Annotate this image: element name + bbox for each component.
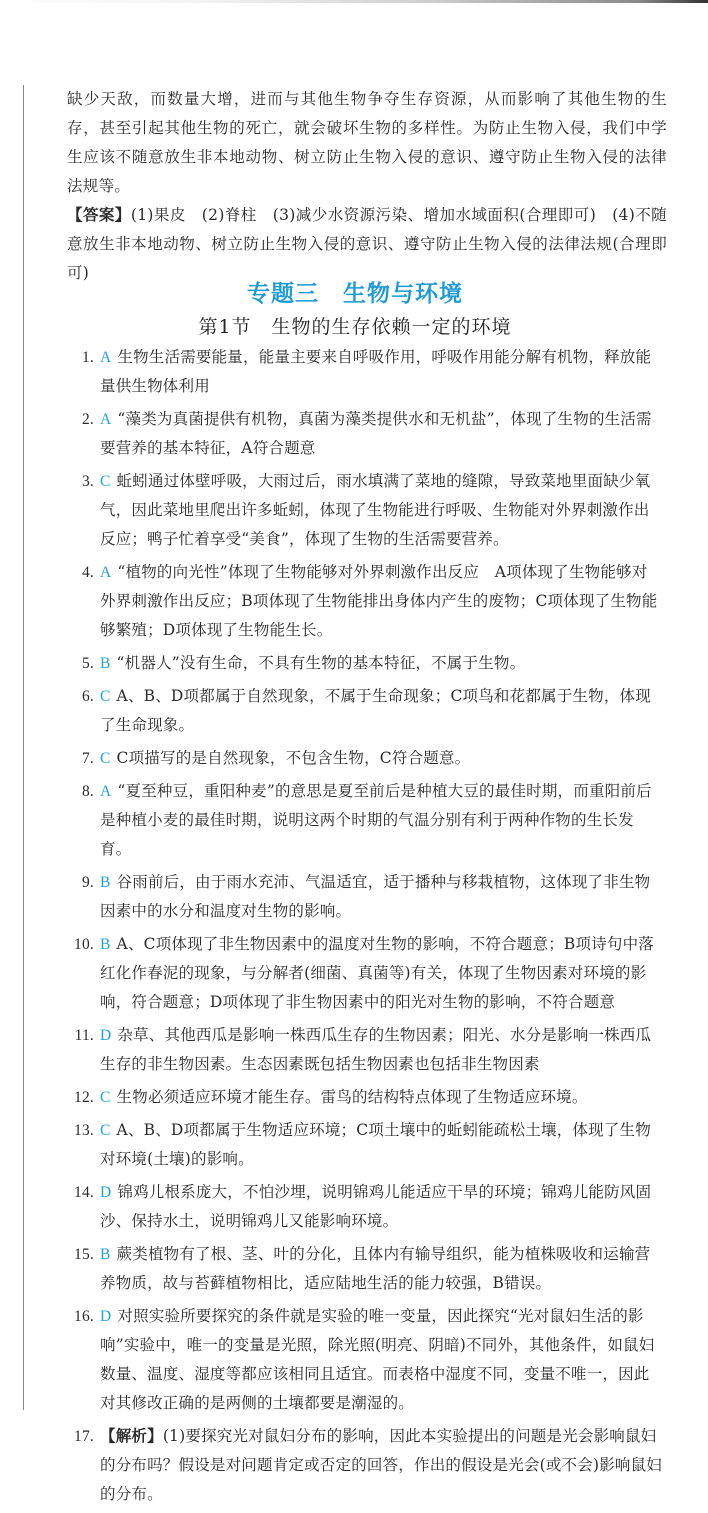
item-number: 10.: [74, 936, 94, 953]
answer-item: [48, 1021, 662, 1079]
item-number: 5.: [81, 655, 94, 672]
answer-letter: D: [100, 1027, 112, 1044]
answer-letter: C: [100, 473, 111, 490]
explanation: “藻类为真菌提供有机物，真菌为藻类提供水和无机盐”，体现了生物的生活需要营养的基本特征，A符合题意: [100, 410, 652, 457]
explanation: 谷雨前后，由于雨水充沛、气温适宜，适于播种与移栽植物，这体现了非生物因素中的水分和温度对生物的影响。: [100, 873, 651, 920]
answer-item: [48, 682, 662, 740]
answer-letter: B: [100, 936, 111, 953]
section-subtitle: 第1节 生物的生存依赖一定的环境: [198, 316, 512, 338]
item-number: 4.: [81, 564, 94, 581]
answer-item: [48, 1240, 662, 1298]
explanation: A、B、D项都属于自然现象，不属于生命现象；C项鸟和花都属于生物，体现了生命现象。: [100, 687, 651, 734]
item-number: 12.: [74, 1089, 94, 1106]
item-number: 1.: [81, 349, 94, 366]
explanation: “机器人”没有生命，不具有生物的基本特征，不属于生物。: [116, 654, 526, 672]
item-number: 15.: [74, 1246, 94, 1263]
scan-top-edge: [0, 0, 708, 3]
intro-paragraph: 缺少天敌，而数量大增，进而与其他生物争夺生存资源，从而影响了其他生物的生存，甚至引起其他生物的死亡，就会破坏生物的多样性。为防止生物入侵，我们中学生应该不随意放生非本地动物、树立防止生物入侵的意识、遵守防止生物入侵的法律法规等。: [67, 90, 667, 195]
answer-item: [48, 1302, 662, 1418]
item-number: 11.: [74, 1027, 94, 1044]
item-number: 8.: [81, 783, 94, 800]
answer-letter: D: [100, 1308, 112, 1325]
explanation: 对照实验所要探究的条件就是实验的唯一变量，因此探究“光对鼠妇生活的影响”实验中，唯一的变量是光照，除光照(明亮、阴暗)不同外，其他条件，如鼠妇数量、温度、湿度等都应该相同且适宜。而表格中湿度不同，变量不唯一，因此对其修改正确的是两侧的土壤都要是潮湿的。: [100, 1307, 655, 1412]
answer-letter: C: [100, 1089, 111, 1106]
explanation: 生物必须适应环境才能生存。雷鸟的结构特点体现了生物适应环境。: [116, 1088, 588, 1106]
answer-letter: C: [100, 688, 111, 705]
answer-letter: B: [100, 1246, 111, 1263]
analysis-tag: 【解析】: [100, 1427, 163, 1445]
item-number: 7.: [81, 750, 94, 767]
item-number: 9.: [81, 874, 94, 891]
answer-item: [48, 467, 662, 554]
explanation: (1)要探究光对鼠妇分布的影响，因此本实验提出的问题是光会影响鼠妇的分布吗？假设是对问题肯定或否定的回答，作出的假设是光会(或不会)影响鼠妇的分布。: [100, 1427, 662, 1503]
answer-letter: A: [100, 564, 112, 581]
explanation: 蚯蚓通过体壁呼吸，大雨过后，雨水填满了菜地的缝隙，导致菜地里面缺少氧气，因此菜地里爬出许多蚯蚓，体现了生物能进行呼吸、生物能对外界刺激作出反应；鸭子忙着享受“美食”，体现了生物的生活需要营养。: [100, 472, 651, 548]
answer-letter: C: [100, 1122, 111, 1139]
answer-item: [48, 1083, 662, 1112]
explanation: C项描写的是自然现象，不包含生物，C符合题意。: [116, 749, 471, 767]
explanation: 杂草、其他西瓜是影响一株西瓜生存的生物因素；阳光、水分是影响一株西瓜生存的非生物因素。生态因素既包括生物因素也包括非生物因素: [100, 1026, 652, 1073]
explanation: 锦鸡儿根系庞大，不怕沙埋，说明锦鸡儿能适应干旱的环境；锦鸡儿能防风固沙、保持水土，说明锦鸡儿又能影响环境。: [100, 1183, 652, 1230]
answer-letter: B: [100, 874, 111, 891]
answer-item: [48, 558, 662, 645]
explanation: 蕨类植物有了根、茎、叶的分化，且体内有输导组织，能为植株吸收和运输营养物质，故与苔藓植物相比，适应陆地生活的能力较强，B错误。: [100, 1245, 651, 1292]
explanation: A、B、D项都属于生物适应环境；C项土壤中的蚯蚓能疏松土壤，体现了生物对环境(土壤)的影响。: [100, 1121, 651, 1168]
item-number: 17.: [74, 1428, 94, 1445]
item-number: 14.: [74, 1184, 94, 1201]
item-number: 2.: [81, 411, 94, 428]
answer-text: (1)果皮 (2)脊柱 (3)减少水资源污染、增加水域面积(合理即可) (4)不随意放生非本地动物、树立防止生物入侵的意识、遵守防止生物入侵的法律法规(合理即可): [67, 206, 667, 282]
answer-item: [48, 1116, 662, 1174]
answer-item: [48, 1178, 662, 1236]
answer-item: [48, 405, 662, 463]
item-number: 3.: [81, 473, 94, 490]
answer-letter: D: [100, 1184, 112, 1201]
answer-item: [48, 343, 662, 401]
answer-item: [48, 649, 662, 678]
answer-letter: C: [100, 750, 111, 767]
answer-item: [48, 744, 662, 773]
item-number: 13.: [74, 1122, 94, 1139]
answer-letter: B: [100, 655, 111, 672]
page-margin-line: [23, 85, 24, 1410]
explanation: “植物的向光性”体现了生物能够对外界刺激作出反应 A项体现了生物能够对外界刺激作出反应；B项体现了生物能排出身体内产生的废物；C项体现了生物能够繁殖；D项体现了生物能生长。: [100, 563, 658, 639]
answer-letter: A: [100, 411, 112, 428]
item-number: 6.: [81, 688, 94, 705]
explanation: A、C项体现了非生物因素中的温度对生物的影响，不符合题意；B项诗句中落红化作春泥的现象，与分解者(细菌、真菌等)有关，体现了生物因素对环境的影响，符合题意；D项体现了非生物因素中的阳光对生物的影响，不符合题意: [100, 935, 654, 1011]
explanation: 生物生活需要能量，能量主要来自呼吸作用，呼吸作用能分解有机物，释放能量供生物体利用: [100, 348, 652, 395]
answer-tag: 【答案】: [67, 206, 131, 224]
previous-question-continuation: [67, 85, 667, 288]
section-title: 专题三 生物与环境: [247, 281, 463, 307]
answer-item: [48, 777, 662, 864]
answer-item: [48, 930, 662, 1017]
answer-item-17: [48, 1422, 662, 1509]
answer-letter: A: [100, 349, 112, 366]
item-number: 16.: [74, 1308, 94, 1325]
answer-item: [48, 868, 662, 926]
answer-list: [48, 343, 662, 1513]
explanation: “夏至种豆，重阳种麦”的意思是夏至前后是种植大豆的最佳时期，而重阳前后是种植小麦的最佳时期，说明这两个时期的气温分别有利于两种作物的生长发育。: [100, 782, 652, 858]
answer-letter: A: [100, 783, 112, 800]
